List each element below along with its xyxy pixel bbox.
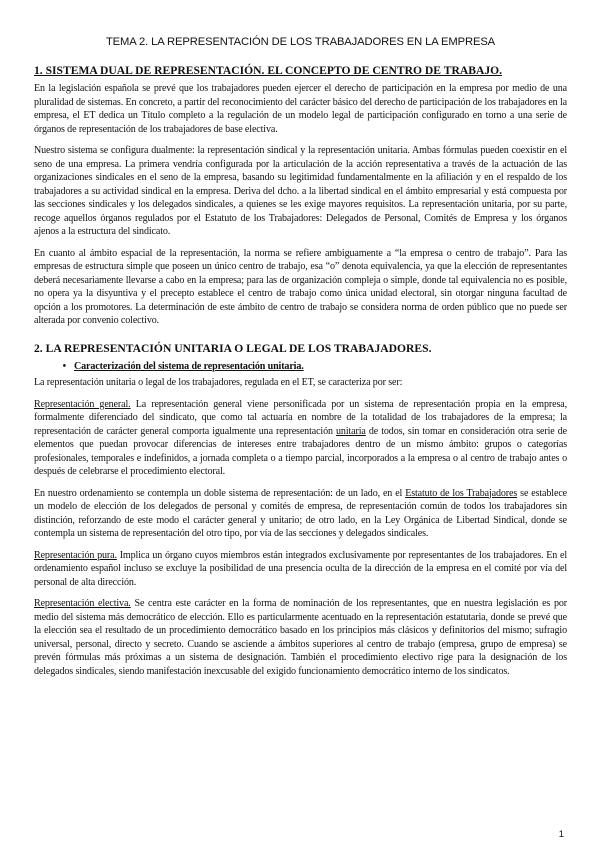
term-label-electiva: Representación electiva. [34, 598, 131, 609]
paragraph-representacion-general [34, 398, 567, 479]
subsection-bullet [34, 360, 567, 374]
term-unitaria: unitaria [336, 425, 366, 437]
paragraph-representacion-pura [34, 549, 567, 590]
electiva-text: Se centra este carácter en la forma de nominación de los representantes, que en nuestra legislación es por medio del sistema más democrático de elección. Ello es particularmente acentuado en la representación estatutaria, donde se prevé que la elección sea el resultado de un procedimiento democrático basado en los principios más clásicos y definitorios del mismo; sufragio universal, personal, directo y secreto. Cuando se asciende a ámbitos superiores al centro de trabajo (empresa, grupo de empresa) se prevén fórmulas más próximas a un sistema de designación. También el procedimiento electivo rige para la designación de los delegados sindicales, siendo manifestación inexcusable del exigido funcionamiento democrático interno de los sindicatos. [34, 598, 568, 677]
page-number: 1 [558, 829, 564, 840]
term-label-pura: Representación pura. [34, 549, 117, 561]
section-1-heading: 1. SISTEMA DUAL DE REPRESENTACIÓN. EL CONCEPTO DE CENTRO DE TRABAJO. [34, 64, 503, 77]
term-label-general: Representación general. [34, 398, 131, 410]
doble-text-1: En nuestro ordenamiento se contempla un doble sistema de representación: de un lado, en el [34, 487, 406, 499]
section-1-paragraph-2: Nuestro sistema se configura dualmente: la representación sindical y la representación unitaria. Ambas fórmulas pueden coexistir en el seno de una empresa. La primera vendría configurada por la articulación de la acción representativa a través de la actuación de las organizaciones sindicales en el seno de la empresa, basando su legitimidad fundamentalmente en la afiliación y en el respaldo de los trabajadores a su actividad sindical en la empresa. Deriva del dcho. a la libertad sindical en el ámbito empresarial y está compuesta por las secciones sindicales y los delegados sindicales, a quienes se les exige mayores requisitos. La representación unitaria, por su parte, recoge aquellos órganos regulados por el Estatuto de los Trabajadores: Delegados de Personal, Comités de Empresa y los órganos ajenos a la estructura del sindicato. [34, 145, 567, 237]
paragraph-representacion-electiva [34, 597, 567, 678]
section-2-intro: La representación unitaria o legal de los trabajadores, regulada en el ET, se caracteriza por ser: [34, 377, 403, 388]
section-1-paragraph-1: En la legislación española se prevé que los trabajadores pueden ejercer el derecho de participación en la empresa por medio de una pluralidad de sistemas. En concreto, a partir del reconocimiento del carácter básico del derecho de participación de los trabajadores en la empresa, el ET dedica un Título completo a la regulación de un modelo legal de participación configurado en torno a una serie de órganos de representación de los trabajadores de base electiva. [34, 83, 567, 135]
section-1-paragraph-3: En cuanto al ámbito espacial de la representación, la norma se refiere ambiguamente a “la empresa o centro de trabajo”. Para las empresas de estructura simple que poseen un único centro de trabajo, esa “o” denota equivalencia, ya que la elección de representantes deberá necesariamente llevarse a cabo en la empresa; para las de organización compleja o simple, donde tal equivalencia no es posible, no opera ya la disyuntiva y el precepto establece el centro de trabajo como única unidad electoral, sin otorgar ninguna facultad de opción a los promotores. La determinación de este ámbito de centro de trabajo se considera norma de orden público que no puede ser alterada por convenio colectivo. [34, 247, 567, 326]
term-estatuto: Estatuto de los Trabajadores [405, 487, 518, 499]
general-text-2: de todos, sin tomar en consideración otra serie de elementos que puedan provocar diferencias de intereses entre trabajadores dentro de un mismo ámbito: grupos o categorías profesionales, temporales e indefinidos, a jornada completa o a tiempo parcial, incorporados a la empresa o al centro de trabajo antes o después de celebrarse el procedimiento electoral. [34, 425, 567, 477]
doble-text-2: se establece un modelo de elección de los delegados de personal y comités de empresa, de representación común de todos los trabajadores sin distinción, reforzando de este modo el carácter general y unitario; de otro lado, en la Ley Orgánica de Libertad Sindical, donde se contempla un sistema de representación del otro tipo, por vía de las secciones y delegados sindicales. [34, 487, 567, 539]
bullet-marker: • [62, 360, 66, 372]
subsection-title: Caracterización del sistema de representación unitaria. [74, 360, 304, 372]
pura-text: Implica un órgano cuyos miembros están integrados exclusivamente por representantes de los trabajadores. En el ordenamiento español incluso se excluye la posibilidad de una presencia oculta de la dirección de la empresa en el comité por vía del personal de alta dirección. [34, 549, 567, 588]
section-2-heading: 2. LA REPRESENTACIÓN UNITARIA O LEGAL DE LOS TRABAJADORES. [34, 341, 432, 355]
paragraph-doble-sistema [34, 487, 567, 541]
general-text-1: La representación general viene personificada por un sistema de representación propia en la empresa, formalmente diferenciado del sindicato, que como tal actuaría en nombre de la totalidad de los trabajadores de la empresa; la representación de carácter general comporta igualmente una representación [34, 398, 567, 437]
document-title: TEMA 2. LA REPRESENTACIÓN DE LOS TRABAJADORES EN LA EMPRESA [105, 36, 496, 48]
